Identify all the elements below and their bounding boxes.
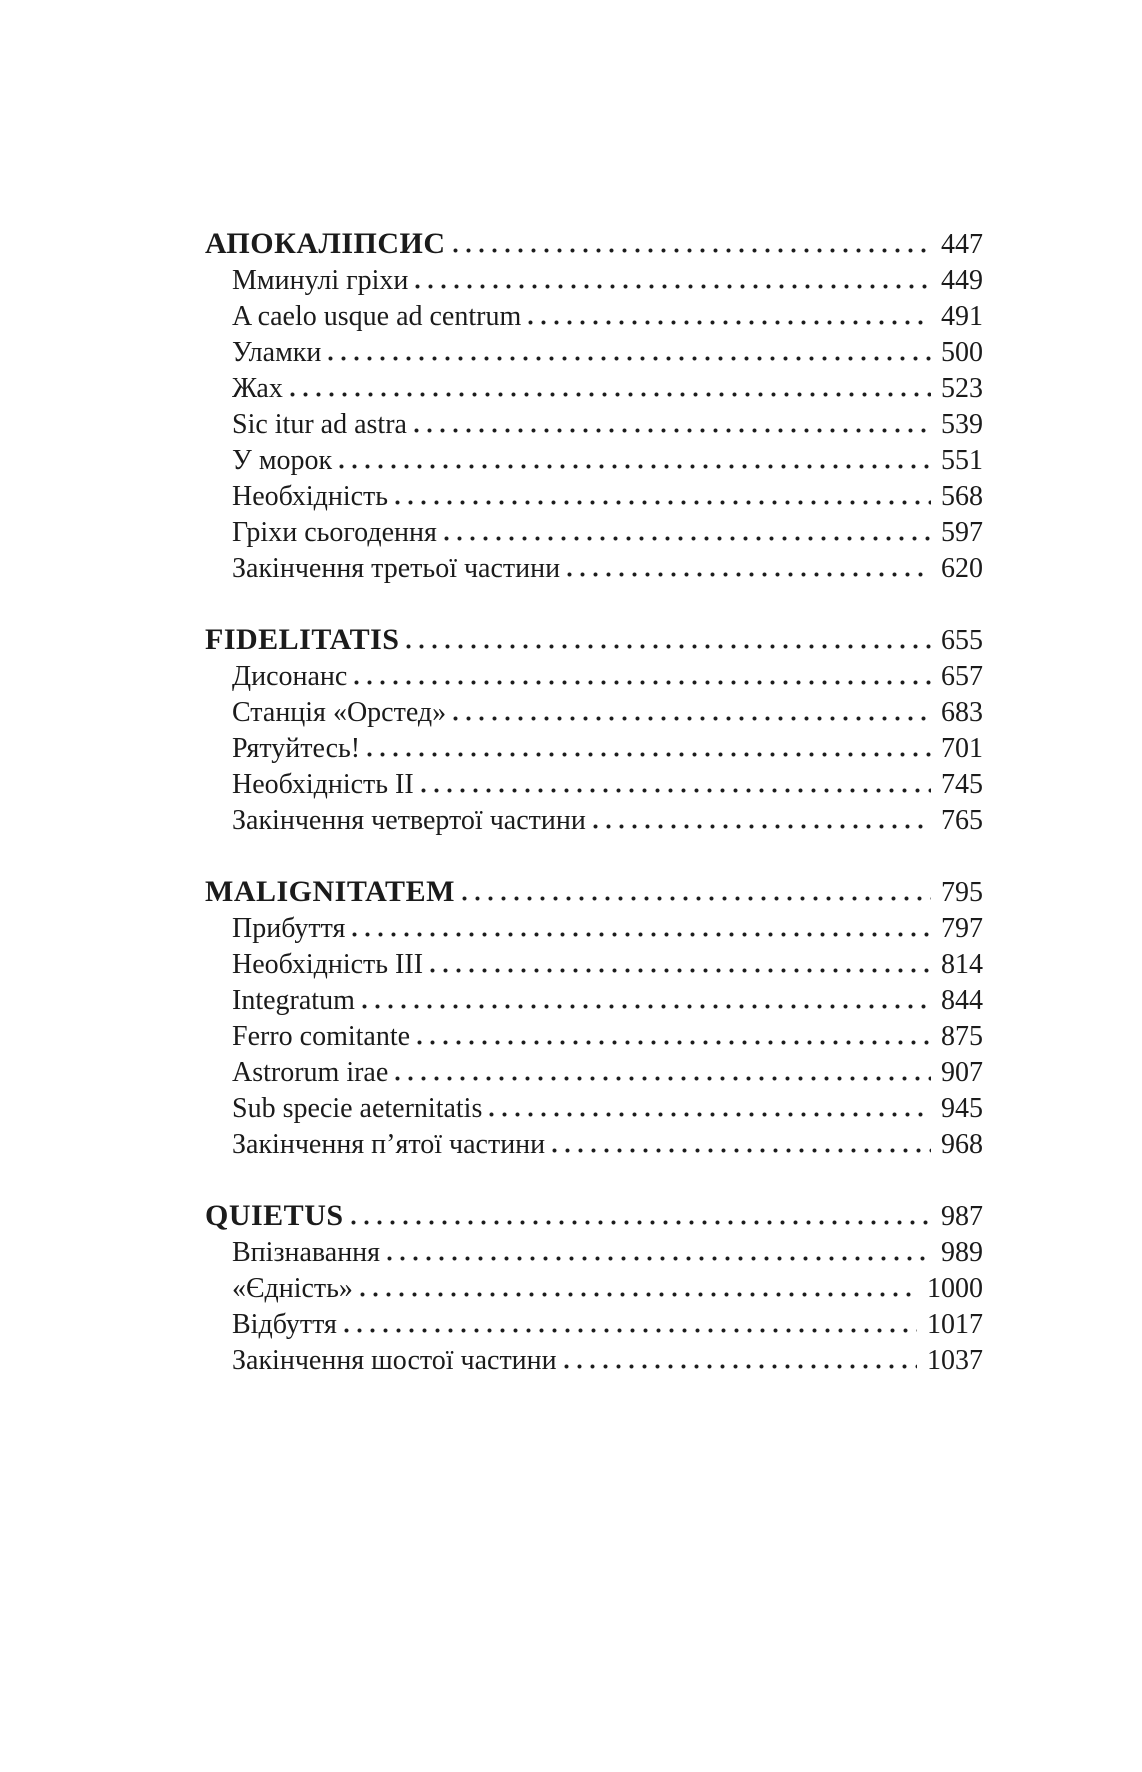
dot-leader — [453, 694, 931, 721]
chapter-label: Відбуття — [232, 1309, 337, 1340]
dot-leader — [290, 370, 931, 397]
chapter-label: Integratum — [232, 985, 355, 1016]
toc-row — [205, 1054, 983, 1090]
toc-section — [205, 226, 983, 586]
section-title-row — [205, 1198, 983, 1234]
dot-leader — [489, 1090, 931, 1117]
page-number: 987 — [941, 1201, 983, 1232]
page-number: 989 — [941, 1237, 983, 1268]
page-number: 797 — [941, 913, 983, 944]
toc-row — [205, 766, 983, 802]
page-number: 523 — [941, 373, 983, 404]
dot-leader — [395, 1054, 931, 1081]
chapter-label: Закінчення шостої частини — [232, 1345, 557, 1376]
page-number: 1000 — [927, 1273, 983, 1304]
page-number: 551 — [941, 445, 983, 476]
toc-row — [205, 982, 983, 1018]
dot-leader — [414, 406, 931, 433]
dot-leader — [406, 622, 931, 649]
dot-leader — [362, 982, 931, 1009]
toc-row — [205, 1270, 983, 1306]
chapter-label: Жах — [232, 373, 283, 404]
page-number: 539 — [941, 409, 983, 440]
chapter-label: Закінчення п’ятої частини — [232, 1129, 546, 1160]
chapter-label: Рятуйтесь! — [232, 733, 361, 764]
chapter-label: Закінчення четвертої частини — [232, 805, 586, 836]
chapter-label: Необхідність III — [232, 949, 424, 980]
dot-leader — [352, 910, 931, 937]
dot-leader — [360, 1270, 917, 1297]
dot-leader — [567, 550, 931, 577]
chapter-label: Необхідність II — [232, 769, 414, 800]
chapter-label: Astrorum irae — [232, 1057, 389, 1088]
dot-leader — [417, 1018, 931, 1045]
page-number: 655 — [941, 625, 983, 656]
toc-row — [205, 1126, 983, 1162]
page-number: 907 — [941, 1057, 983, 1088]
toc-row — [205, 658, 983, 694]
toc-row — [205, 1306, 983, 1342]
page-number: 945 — [941, 1093, 983, 1124]
chapter-label: «Єдність» — [232, 1273, 353, 1304]
dot-leader — [444, 514, 931, 541]
page-number: 597 — [941, 517, 983, 548]
dot-leader — [462, 874, 931, 901]
section-title-row — [205, 226, 983, 262]
chapter-label: Мминулі гріхи — [232, 265, 409, 296]
chapter-label: Дисонанс — [232, 661, 348, 692]
page-number: 1017 — [927, 1309, 983, 1340]
chapter-label: Впізнавання — [232, 1237, 381, 1268]
toc-section — [205, 1198, 983, 1378]
dot-leader — [421, 766, 931, 793]
page-number: 447 — [941, 229, 983, 260]
toc-row — [205, 946, 983, 982]
page-number: 968 — [941, 1129, 983, 1160]
section-title: QUIETUS — [205, 1199, 344, 1232]
page-number: 875 — [941, 1021, 983, 1052]
page-number: 620 — [941, 553, 983, 584]
toc-row — [205, 334, 983, 370]
chapter-label: Sic itur ad astra — [232, 409, 407, 440]
toc-row — [205, 910, 983, 946]
chapter-label: Уламки — [232, 337, 322, 368]
dot-leader — [387, 1234, 931, 1261]
page-number: 701 — [941, 733, 983, 764]
dot-leader — [564, 1342, 917, 1369]
toc-row — [205, 442, 983, 478]
dot-leader — [593, 802, 931, 829]
table-of-contents — [205, 226, 983, 1378]
page-number: 568 — [941, 481, 983, 512]
dot-leader — [339, 442, 931, 469]
toc-row — [205, 514, 983, 550]
page-number: 765 — [941, 805, 983, 836]
toc-row — [205, 1234, 983, 1270]
section-title: FIDELITATIS — [205, 623, 400, 656]
dot-leader — [354, 658, 931, 685]
dot-leader — [395, 478, 931, 505]
toc-row — [205, 406, 983, 442]
toc-row — [205, 730, 983, 766]
chapter-label: Прибуття — [232, 913, 346, 944]
chapter-label: A caelo usque ad centrum — [232, 301, 522, 332]
chapter-label: Sub specie aeternitatis — [232, 1093, 483, 1124]
toc-row — [205, 370, 983, 406]
toc-row — [205, 478, 983, 514]
toc-section — [205, 874, 983, 1162]
toc-row — [205, 694, 983, 730]
dot-leader — [528, 298, 931, 325]
page-number: 844 — [941, 985, 983, 1016]
section-title-row — [205, 622, 983, 658]
page-number: 795 — [941, 877, 983, 908]
section-title-row — [205, 874, 983, 910]
page-number: 657 — [941, 661, 983, 692]
dot-leader — [453, 226, 931, 253]
dot-leader — [328, 334, 931, 361]
toc-section — [205, 622, 983, 838]
page-number: 745 — [941, 769, 983, 800]
chapter-label: У морок — [232, 445, 333, 476]
dot-leader — [430, 946, 931, 973]
toc-row — [205, 802, 983, 838]
chapter-label: Закінчення третьої частини — [232, 553, 561, 584]
page-number: 814 — [941, 949, 983, 980]
dot-leader — [552, 1126, 931, 1153]
page-number: 449 — [941, 265, 983, 296]
page-number: 491 — [941, 301, 983, 332]
chapter-label: Необхідність — [232, 481, 389, 512]
dot-leader — [367, 730, 931, 757]
dot-leader — [351, 1198, 931, 1225]
toc-row — [205, 550, 983, 586]
section-title: MALIGNITATEM — [205, 875, 455, 908]
section-title: АПОКАЛІПСИС — [205, 227, 446, 260]
toc-row — [205, 262, 983, 298]
dot-leader — [344, 1306, 917, 1333]
page-number: 683 — [941, 697, 983, 728]
toc-row — [205, 1342, 983, 1378]
toc-row — [205, 1090, 983, 1126]
dot-leader — [415, 262, 931, 289]
page-number: 500 — [941, 337, 983, 368]
page-number: 1037 — [927, 1345, 983, 1376]
chapter-label: Гріхи сьогодення — [232, 517, 437, 548]
toc-row — [205, 1018, 983, 1054]
chapter-label: Станція «Орстед» — [232, 697, 447, 728]
chapter-label: Ferro comitante — [232, 1021, 411, 1052]
toc-row — [205, 298, 983, 334]
